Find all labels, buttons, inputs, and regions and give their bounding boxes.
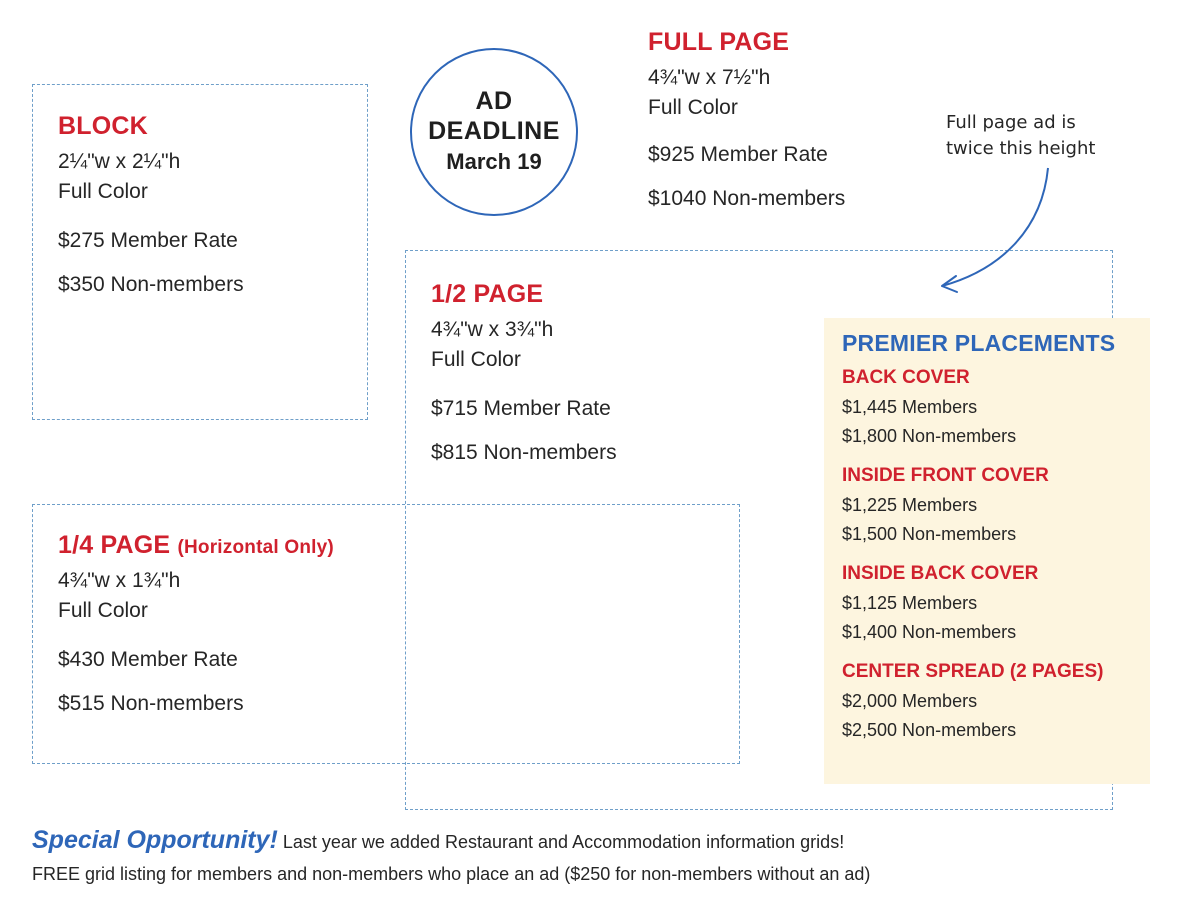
quarter-page-title: 1/4 PAGE — [58, 531, 171, 559]
quarter-page-ad-info — [58, 531, 334, 716]
premier-item-name: INSIDE FRONT COVER — [842, 465, 1049, 486]
premier-item-nonmembers: $1,500 Non-members — [842, 524, 1017, 544]
special-opportunity-line — [32, 826, 844, 855]
block-ad-info — [58, 112, 244, 297]
full-page-color: Full Color — [648, 96, 738, 119]
block-nonmember-rate: $350 Non-members — [58, 273, 244, 296]
note-line-1: Full page ad is — [946, 112, 1076, 133]
full-page-ad-info — [648, 28, 845, 211]
premier-item — [842, 363, 1150, 451]
block-dims: 2¼"w x 2¼"h — [58, 150, 181, 173]
quarter-page-title-row — [58, 531, 334, 560]
block-title: BLOCK — [58, 112, 148, 140]
full-page-member-rate: $925 Member Rate — [648, 143, 828, 166]
premier-item — [842, 559, 1150, 647]
premier-item-nonmembers: $1,400 Non-members — [842, 622, 1017, 642]
block-color: Full Color — [58, 180, 148, 203]
quarter-page-color: Full Color — [58, 599, 148, 622]
half-page-color: Full Color — [431, 348, 521, 371]
premier-item-name: CENTER SPREAD (2 PAGES) — [842, 661, 1104, 682]
premier-item-members: $1,225 Members — [842, 495, 978, 515]
premier-item-nonmembers: $2,500 Non-members — [842, 720, 1017, 740]
premier-title: PREMIER PLACEMENTS — [842, 330, 1116, 356]
premier-item-members: $2,000 Members — [842, 691, 978, 711]
ad-deadline-badge — [410, 48, 578, 216]
premier-item-nonmembers: $1,800 Non-members — [842, 426, 1017, 446]
premier-item-name: INSIDE BACK COVER — [842, 563, 1039, 584]
premier-item-name: BACK COVER — [842, 367, 970, 388]
special-opportunity-text: Last year we added Restaurant and Accommodation information grids! — [282, 832, 845, 852]
half-page-nonmember-rate: $815 Non-members — [431, 441, 617, 464]
deadline-date: March 19 — [446, 149, 542, 174]
quarter-page-member-rate: $430 Member Rate — [58, 648, 238, 671]
half-page-member-rate: $715 Member Rate — [431, 397, 611, 420]
free-grid-listing-text: FREE grid listing for members and non-members who place an ad ($250 for non-members without an ad) — [32, 864, 871, 884]
premier-item — [842, 657, 1150, 745]
quarter-page-dims: 4¾"w x 1¾"h — [58, 569, 181, 592]
quarter-page-nonmember-rate: $515 Non-members — [58, 692, 244, 715]
special-opportunity-heading: Special Opportunity! — [32, 826, 278, 854]
full-page-height-note — [946, 110, 1095, 162]
full-page-title: FULL PAGE — [648, 28, 790, 56]
block-member-rate: $275 Member Rate — [58, 229, 238, 252]
quarter-page-subtitle: (Horizontal Only) — [177, 537, 334, 558]
premier-item-members: $1,125 Members — [842, 593, 978, 613]
half-page-title: 1/2 PAGE — [431, 280, 544, 308]
premier-placements-panel — [824, 318, 1150, 784]
premier-item — [842, 461, 1150, 549]
half-page-ad-info — [431, 280, 617, 465]
full-page-nonmember-rate: $1040 Non-members — [648, 187, 846, 210]
premier-item-members: $1,445 Members — [842, 397, 978, 417]
half-page-dims: 4¾"w x 3¾"h — [431, 318, 554, 341]
note-line-2: twice this height — [946, 138, 1096, 159]
deadline-label: DEADLINE — [428, 117, 560, 145]
curved-arrow-icon — [920, 160, 1070, 300]
deadline-label-ad: AD — [475, 87, 513, 115]
full-page-dims: 4¾"w x 7½"h — [648, 66, 771, 89]
